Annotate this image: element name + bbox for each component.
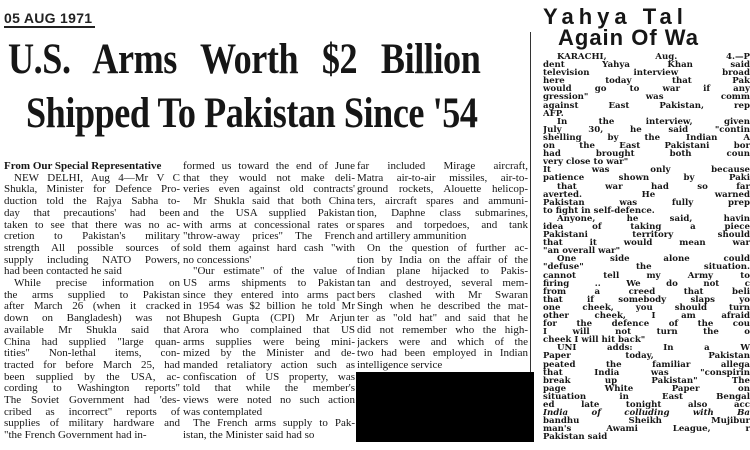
- text-line: cording to Washington reports": [4, 383, 180, 395]
- text-line: supply including NATO Powers,: [4, 254, 180, 266]
- text-line: Indian plane hijacked to Pakis-: [357, 266, 528, 278]
- text-line: ters, aircraft spares and ammuni-: [357, 196, 528, 208]
- text-line: cretion to Pakistan's military: [4, 231, 180, 243]
- text-line: and artillery ammunition: [357, 231, 467, 243]
- text-line: "defuse" the situation.: [543, 262, 750, 273]
- text-line: averted. He warned: [543, 189, 750, 200]
- text-line: did not remember who the high-: [357, 324, 528, 336]
- text-line: against East Pakistan, rep: [543, 100, 750, 111]
- text-line: told that while the member's: [183, 383, 355, 395]
- text-line: veries even against old contracts': [183, 184, 355, 196]
- side-headline-line-1: Yahya Tal: [543, 4, 688, 29]
- column-divider: [530, 32, 531, 372]
- text-line: I will not turn the o: [543, 327, 750, 338]
- side-headline-line-2: Again Of Wa: [558, 25, 699, 50]
- article-column-3: [357, 161, 528, 372]
- text-line: down on Bangladesh) was not: [4, 313, 180, 325]
- text-line: that war had so far: [557, 181, 750, 192]
- text-line: and the USA supplied Pakistan: [183, 207, 355, 219]
- text-line: very close to war": [543, 157, 629, 168]
- text-line: confiscation of US property, was: [183, 371, 355, 383]
- text-line: tan and destroyed, several mem-: [357, 278, 528, 290]
- text-line: gression" was comm: [543, 92, 750, 103]
- text-line: mized by the Minister and de-: [183, 348, 355, 360]
- text-line: duction told the Rajya Sabha to-: [4, 196, 180, 208]
- text-line: the arms supplied to Pakistan: [4, 289, 180, 301]
- text-line: July 30, he said "contin: [543, 124, 750, 135]
- text-line: Arora who complained that US: [183, 324, 355, 336]
- text-line: that if somebody slaps yo: [543, 294, 750, 305]
- text-line: Matra air-to-air missiles, air-to-: [357, 172, 528, 184]
- text-line: had been contacted he said: [4, 266, 122, 278]
- text-line: that India was "conspirin: [543, 367, 750, 378]
- text-line: break up Pakistan" The: [543, 375, 750, 386]
- redaction-block: [356, 372, 534, 442]
- text-line: from a creed that beli: [543, 286, 750, 297]
- text-line: tities" Non-lethal items, con-: [4, 348, 180, 360]
- text-line: page White Paper on: [543, 383, 750, 394]
- text-line: after March 26 (when it cracked: [4, 301, 180, 313]
- text-line: tion, Daphne class submarines,: [357, 207, 528, 219]
- text-line: with arms at concessional rates or: [183, 219, 355, 231]
- text-line: tracted for before March 25, had: [4, 359, 180, 371]
- text-line: ground rockets, Alouette helicop-: [357, 184, 528, 196]
- text-line: strength All possible sources of: [4, 242, 180, 254]
- text-line: Pakistan was fully prep: [543, 197, 750, 208]
- text-line: here today that Pak: [543, 76, 750, 87]
- text-line: Mr Shukla said that both China: [193, 196, 355, 208]
- text-line: idea of taking a piece: [543, 221, 750, 232]
- byline: From Our Special Representative: [4, 161, 162, 172]
- text-line: intelligence service: [357, 359, 443, 371]
- text-line: AFP.: [543, 108, 564, 119]
- text-line: In the interview, given: [557, 116, 750, 127]
- text-line: jackers were and which of the: [357, 336, 528, 348]
- text-line: India of colluding with Ba: [543, 408, 750, 419]
- article-column-1: [4, 161, 180, 442]
- text-line: supplies of military hardware and: [4, 418, 180, 430]
- text-line: cheek I will hit back": [543, 335, 646, 346]
- text-line: cribed as incorrect" reports of: [4, 406, 180, 418]
- headline-line-2: Shipped To Pakistan Since '54: [26, 90, 478, 137]
- text-line: on the East Pakistani bor: [543, 141, 750, 152]
- text-line: arms supplies were being mini-: [183, 336, 355, 348]
- text-line: manded retaliatory action such as: [183, 359, 355, 371]
- text-line: "an overall war": [543, 246, 621, 257]
- text-line: been supplied by the USA, ac-: [4, 371, 180, 383]
- text-line: On the question of further ac-: [367, 242, 528, 254]
- text-line: available Mr Shukla said that: [4, 324, 180, 336]
- text-line: UNI adds: In a W: [557, 343, 750, 354]
- text-line: dent Yahya Khan said: [543, 60, 750, 71]
- text-line: day that precautions' had been: [4, 207, 180, 219]
- text-line: was contemplated: [183, 406, 263, 418]
- text-line: Paper today, Pakistan: [543, 351, 750, 362]
- text-line: China had supplied "large quan-: [4, 336, 180, 348]
- text-line: "throw-away prices" The French: [183, 231, 355, 243]
- text-line: cannot tell my Army to: [543, 270, 750, 281]
- side-article-body: [543, 53, 750, 442]
- text-line: one cheek, you should turn: [543, 302, 750, 313]
- text-line: man's Awami League, r: [543, 424, 750, 435]
- text-line: that they would not make deli-: [183, 172, 355, 184]
- text-line: in 1954 was $2 billion he told Mr: [183, 301, 355, 313]
- text-line: US arms shipments to Pakistan: [183, 278, 355, 290]
- text-line: bandhu Sheikh Mujibur: [543, 416, 750, 427]
- text-line: views were noted no such action: [183, 395, 355, 407]
- text-line: had brought both coun: [543, 149, 750, 160]
- text-line: One side alone could: [557, 254, 750, 265]
- text-line: Pakistani territory should: [543, 230, 750, 241]
- text-line: to fight in self-defence.: [543, 205, 655, 216]
- text-line: that it would mean war: [543, 238, 750, 249]
- text-line: While precise information on: [14, 278, 180, 290]
- text-line: situation in East Bengal: [543, 391, 750, 402]
- text-line: formed us toward the end of June: [183, 161, 355, 172]
- text-line: Bhupesh Gupta (CPI) Mr Arjun: [183, 313, 355, 325]
- text-line: other cheek, I am afraid: [543, 311, 750, 321]
- text-line: "the French Government had in-: [4, 430, 147, 442]
- text-line: It was only because: [543, 165, 750, 176]
- text-line: far included Mirage aircraft,: [357, 161, 528, 172]
- text-line: peated the familiar allega: [543, 359, 750, 370]
- text-line: tion by India on the affair of the: [357, 254, 528, 266]
- text-line: Singh when he described the mat-: [357, 301, 528, 313]
- text-line: television interview broad: [543, 68, 750, 79]
- text-line: for the defence of the cou: [543, 319, 750, 330]
- text-line: taken to see that there was no ac-: [4, 219, 180, 231]
- text-line: would go to war if any: [543, 84, 750, 95]
- text-line: sold them against hard cash "with: [183, 242, 355, 254]
- text-line: patience shown by Paki: [543, 173, 750, 184]
- article-column-2: [183, 161, 355, 442]
- text-line: KARACHI, Aug. 4.—P: [557, 53, 750, 62]
- text-line: firing .. We do not c: [543, 278, 750, 289]
- text-line: bers clashed with Mr Swaran: [357, 289, 528, 301]
- date-label: 05 AUG 1971: [4, 10, 95, 28]
- text-line: NEW DELHI, Aug 4—Mr V C: [14, 172, 180, 184]
- text-line: ter as "old hat" and said that he: [357, 313, 528, 325]
- text-line: "Our estimate" of the value of: [193, 266, 355, 278]
- text-line: spares and torpedoes, and tank: [357, 219, 528, 231]
- text-line: two had been employed in Indian: [357, 348, 528, 360]
- text-line: Shukla, Minister for Defence Pro-: [4, 184, 180, 196]
- text-line: The French arms supply to Pak-: [193, 418, 355, 430]
- text-line: The Soviet Government had 'des-: [4, 395, 180, 407]
- text-line: Anyone, he said, havin: [557, 213, 750, 224]
- text-line: ed late tonight also acc: [543, 400, 750, 411]
- text-line: shelling by the Indian A: [543, 132, 750, 143]
- text-line: no concessions': [183, 254, 252, 266]
- text-line: since they entered into arms pact: [183, 289, 355, 301]
- headline-line-1: U.S. Arms Worth $2 Billion: [8, 36, 481, 83]
- text-line: Pakistan said: [543, 432, 608, 442]
- side-article: [540, 0, 750, 450]
- text-line: istan, the Minister said had so: [183, 430, 315, 442]
